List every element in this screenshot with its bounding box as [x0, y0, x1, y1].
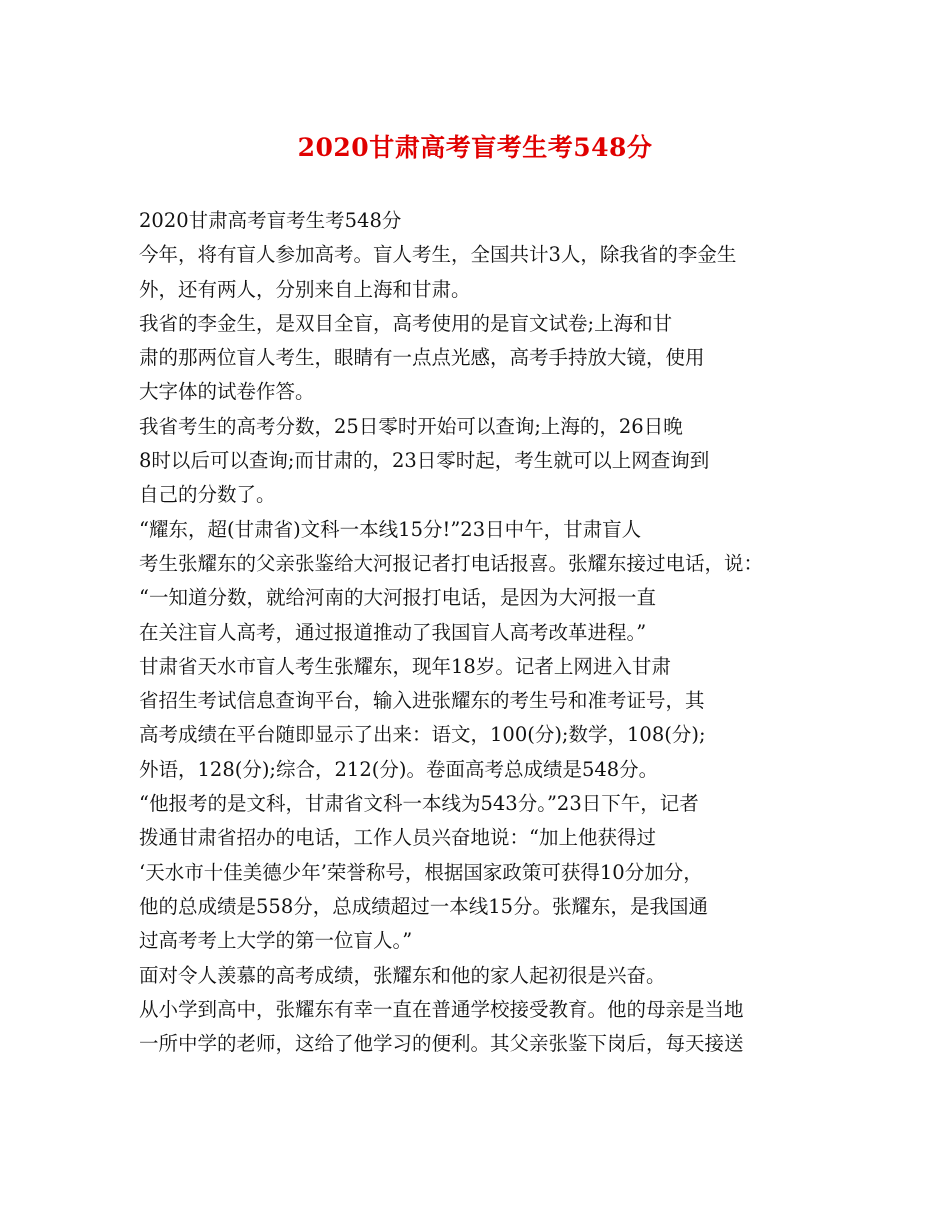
body-text-line: 肃的那两位盲人考生，眼睛有一点点光感，高考手持放大镜，使用: [139, 346, 705, 370]
body-text-line: 面对令人羡慕的高考成绩，张耀东和他的家人起初很是兴奋。: [139, 963, 666, 987]
body-text-line: 我省的李金生，是双目全盲，高考使用的是盲文试卷;上海和甘: [139, 311, 673, 335]
body-text-line: 拨通甘肃省招办的电话，工作人员兴奋地说：“加上他获得过: [139, 826, 656, 850]
document-title: 2020甘肃高考盲考生考548分: [297, 133, 653, 162]
body-text-line: 过高考考上大学的第一位盲人。”: [139, 929, 413, 953]
body-text-line: “一知道分数，就给河南的大河报打电话，是因为大河报一直: [139, 586, 656, 610]
body-text-line: 外，还有两人，分别来自上海和甘肃。: [139, 277, 471, 301]
body-text-line: ‘天水市十佳美德少年’荣誉称号，根据国家政策可获得10分加分，: [139, 860, 703, 884]
body-text-line: 在关注盲人高考，通过报道推动了我国盲人高考改革进程。”: [139, 620, 647, 644]
body-text-line: 今年，将有盲人参加高考。盲人考生，全国共计3人，除我省的李金生: [139, 243, 737, 267]
body-text-line: 自己的分数了。: [139, 483, 276, 507]
body-text-line: 从小学到高中，张耀东有幸一直在普通学校接受教育。他的母亲是当地: [139, 997, 744, 1021]
body-text-line: 我省考生的高考分数，25日零时开始可以查询;上海的，26日晚: [139, 414, 683, 438]
body-text-line: “耀东，超(甘肃省)文科一本线15分!”23日中午，甘肃盲人: [139, 517, 642, 541]
body-text-line: 考生张耀东的父亲张鉴给大河报记者打电话报喜。张耀东接过电话，说：: [139, 551, 764, 575]
body-text-line: 一所中学的老师，这给了他学习的便利。其父亲张鉴下岗后，每天接送: [139, 1032, 744, 1056]
body-text-line: 大字体的试卷作答。: [139, 380, 315, 404]
document-body: [139, 204, 839, 1061]
body-text-line: 高考成绩在平台随即显示了出来：语文，100(分);数学，108(分);: [139, 723, 706, 747]
body-text-line: 外语，128(分);综合，212(分)。卷面高考总成绩是548分。: [139, 757, 659, 781]
body-text-line: 他的总成绩是558分，总成绩超过一本线15分。张耀东，是我国通: [139, 894, 709, 918]
body-text-line: 2020甘肃高考盲考生考548分: [139, 209, 402, 232]
body-text-line: 8时以后可以查询;而甘肃的，23日零时起，考生就可以上网查询到: [139, 449, 710, 473]
body-text-line: 省招生考试信息查询平台，输入进张耀东的考生号和准考证号，其: [139, 689, 705, 713]
body-text-line: “他报考的是文科，甘肃省文科一本线为543分。”23日下午，记者: [139, 792, 699, 816]
body-text-line: 甘肃省天水市盲人考生张耀东，现年18岁。记者上网进入甘肃: [139, 654, 671, 678]
